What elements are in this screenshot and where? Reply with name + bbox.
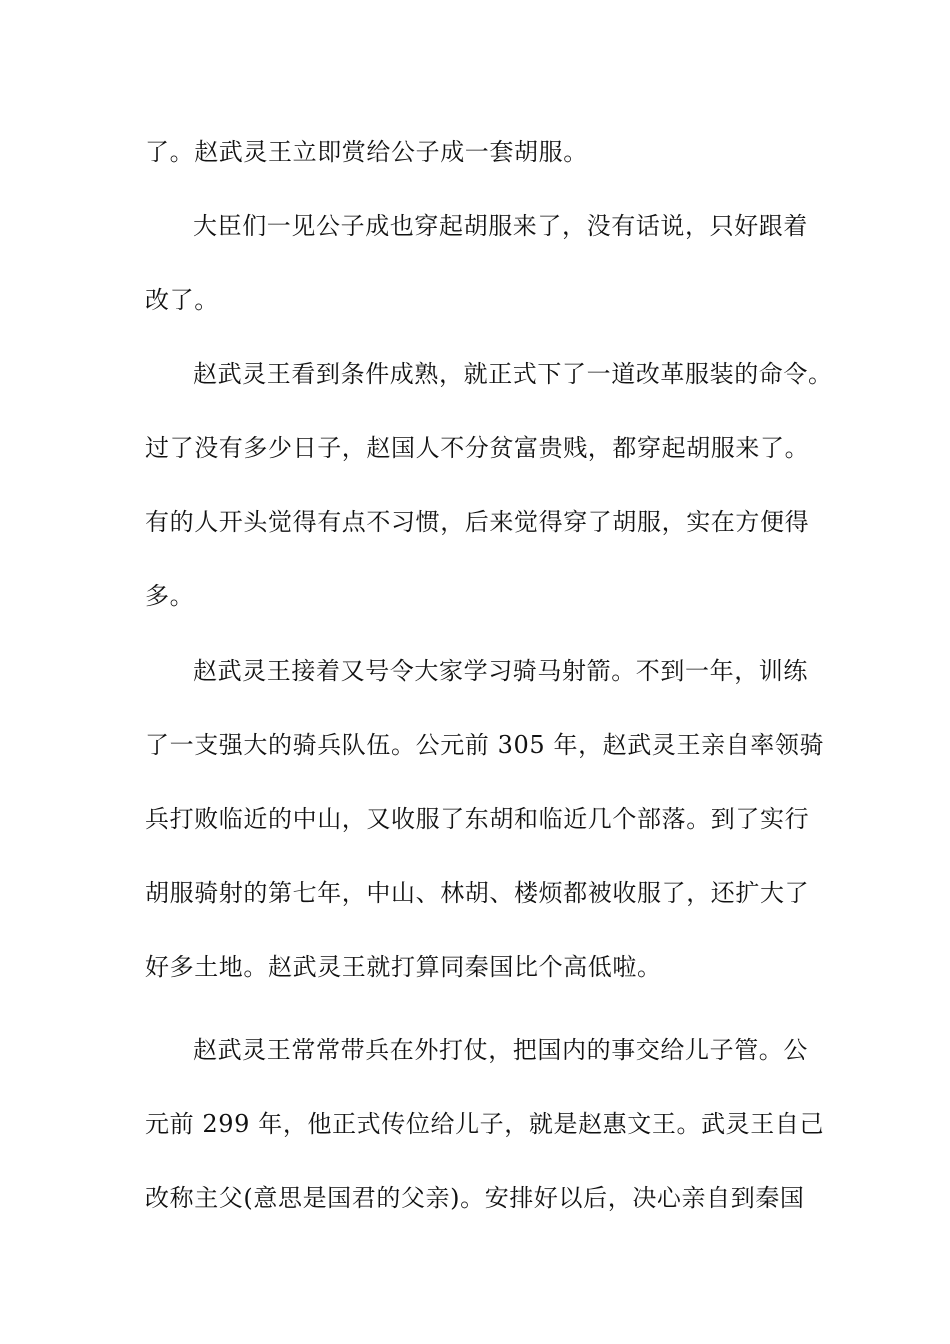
text-line-15: 改称主父(意思是国君的父亲)。安排好以后，决心亲自到秦国 bbox=[145, 1184, 805, 1212]
text-line-14: 元前 299 年，他正式传位给儿子，就是赵惠文王。武灵王自己 bbox=[145, 1110, 825, 1138]
text-line-7: 多。 bbox=[145, 582, 195, 610]
text-line-3: 改了。 bbox=[145, 286, 219, 314]
text-line-13: 赵武灵王常常带兵在外打仗，把国内的事交给儿子管。公 bbox=[193, 1036, 808, 1064]
text-line-10: 兵打败临近的中山，又收服了东胡和临近几个部落。到了实行 bbox=[145, 805, 810, 833]
text-line-2: 大臣们一见公子成也穿起胡服来了，没有话说，只好跟着 bbox=[193, 212, 808, 240]
text-line-9: 了一支强大的骑兵队伍。公元前 305 年，赵武灵王亲自率领骑 bbox=[145, 731, 825, 759]
text-line-4: 赵武灵王看到条件成熟，就正式下了一道改革服装的命令。 bbox=[193, 360, 833, 388]
text-line-1: 了。赵武灵王立即赏给公子成一套胡服。 bbox=[145, 138, 588, 166]
text-line-11: 胡服骑射的第七年，中山、林胡、楼烦都被收服了，还扩大了 bbox=[145, 879, 810, 907]
text-line-6: 有的人开头觉得有点不习惯，后来觉得穿了胡服，实在方便得 bbox=[145, 508, 810, 536]
text-line-12: 好多土地。赵武灵王就打算同秦国比个高低啦。 bbox=[145, 953, 662, 981]
text-line-8: 赵武灵王接着又号令大家学习骑马射箭。不到一年，训练 bbox=[193, 657, 808, 685]
text-line-5: 过了没有多少日子，赵国人不分贫富贵贱，都穿起胡服来了。 bbox=[145, 434, 810, 462]
